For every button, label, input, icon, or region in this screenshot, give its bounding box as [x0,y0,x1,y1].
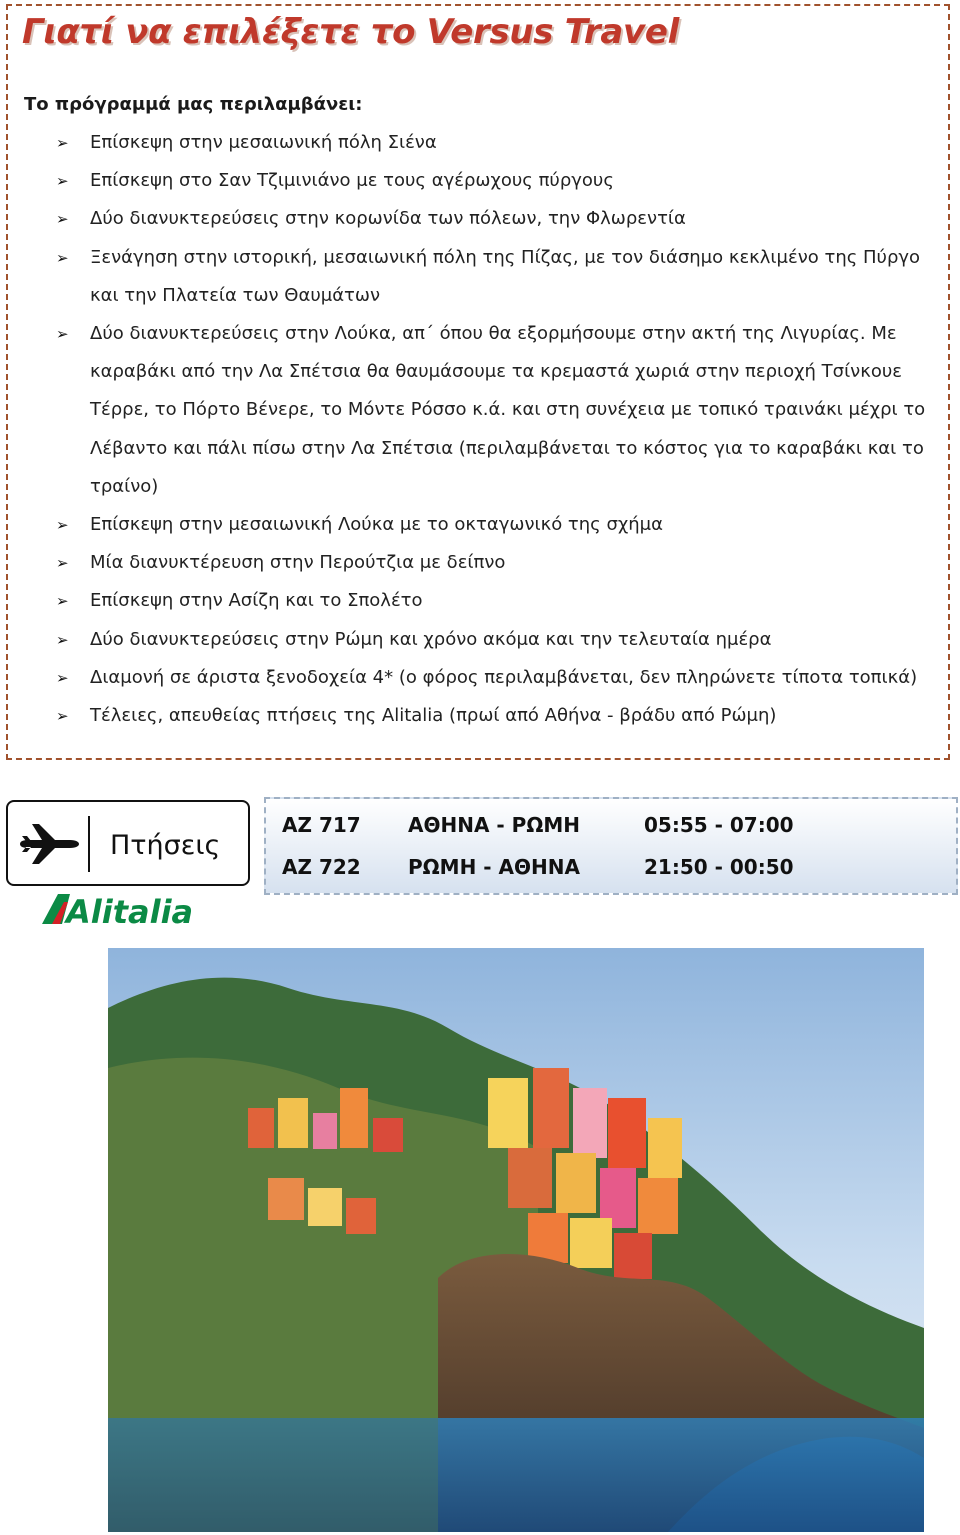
list-item: ➢ Δύο διανυκτερεύσεις στην Ρώμη και χρόνο ακόμα και την τελευταία ημέρα [56,621,946,659]
flight-row [282,847,942,887]
list-item: ➢ Επίσκεψη στο Σαν Τζιμινιάνο με τους αγέρωχους πύργους [56,162,946,200]
list-item: ➢ Δύο διανυκτερεύσεις στην κορωνίδα των πόλεων, την Φλωρεντία [56,200,946,238]
arrowhead-bullet-icon: ➢ [56,325,69,344]
arrowhead-bullet-icon: ➢ [56,554,69,573]
alitalia-logo [40,890,196,928]
flight-code: AZ 722 [282,855,361,879]
list-item: ➢ Διαμονή σε άριστα ξενοδοχεία 4* (ο φόρος περιλαμβάνεται, δεν πληρώνετε τίποτα τοπικά) [56,659,946,697]
flight-route: ΑΘΗΝΑ - ΡΩΜΗ [408,813,580,837]
cinque-terre-photo [108,948,924,1532]
list-item: ➢ Ξενάγηση στην ιστορική, μεσαιωνική πόλη της Πίζας, με τον διάσημο κεκλιμένο της Πύργο και την Πλατεία των Θαυμάτων [56,239,946,315]
alitalia-wordmark: Alitalia [66,893,194,928]
list-item: ➢ Επίσκεψη στην Ασίζη και το Σπολέτο [56,582,946,620]
arrowhead-bullet-icon: ➢ [56,668,69,687]
arrowhead-bullet-icon: ➢ [56,707,69,726]
list-item: ➢ Τέλειες, απευθείας πτήσεις της Alitalia (πρωί από Αθήνα - βράδυ από Ρώμη) [56,697,946,735]
arrowhead-bullet-icon: ➢ [56,172,69,191]
flight-time: 05:55 - 07:00 [644,813,794,837]
list-item: ➢ Επίσκεψη στην μεσαιωνική πόλη Σιένα [56,124,946,162]
arrowhead-bullet-icon: ➢ [56,210,69,229]
list-item: ➢ Δύο διανυκτερεύσεις στην Λούκα, απ΄ όπου θα εξορμήσουμε στην ακτή της Λιγυρίας. Με καραβάκι από την Λα Σπέτσια θα θαυμάσουμε τα κρεμαστά χωριά στην περιοχή Τσίνκουε Τέρρε, το Πόρτο Βένερε, το Μόντε Ρόσσο κ.ά. και στη συνέχεια με τοπικό τραινάκι μέχρι το Λέβαντο και πάλι πίσω στην Λα Σπέτσια (περιλαμβάνεται το κόστος για το καραβάκι και το τραίνο) [56,315,946,506]
flight-time: 21:50 - 00:50 [644,855,794,879]
list-item: ➢ Επίσκεψη στην μεσαιωνική Λούκα με το οκταγωνικό της σχήμα [56,506,946,544]
program-intro: Το πρόγραμμά μας περιλαμβάνει: [24,94,363,115]
arrowhead-bullet-icon: ➢ [56,592,69,611]
flights-card [6,800,250,886]
flights-table [264,797,958,895]
flight-route: ΡΩΜΗ - ΑΘΗΝΑ [408,855,580,879]
photo-illustration [108,948,924,1532]
list-item: ➢ Μία διανυκτέρευση στην Περούτζια με δείπνο [56,544,946,582]
arrowhead-bullet-icon: ➢ [56,134,69,152]
arrowhead-bullet-icon: ➢ [56,248,69,267]
arrowhead-bullet-icon: ➢ [56,630,69,649]
airplane-icon [18,822,80,866]
program-list [56,124,946,735]
flight-code: AZ 717 [282,813,361,837]
card-divider [88,816,90,872]
flight-row [282,805,942,845]
flights-label: Πτήσεις [110,830,221,861]
page-title: Γιατί να επιλέξετε το Versus Travel [22,12,680,52]
arrowhead-bullet-icon: ➢ [56,516,69,535]
